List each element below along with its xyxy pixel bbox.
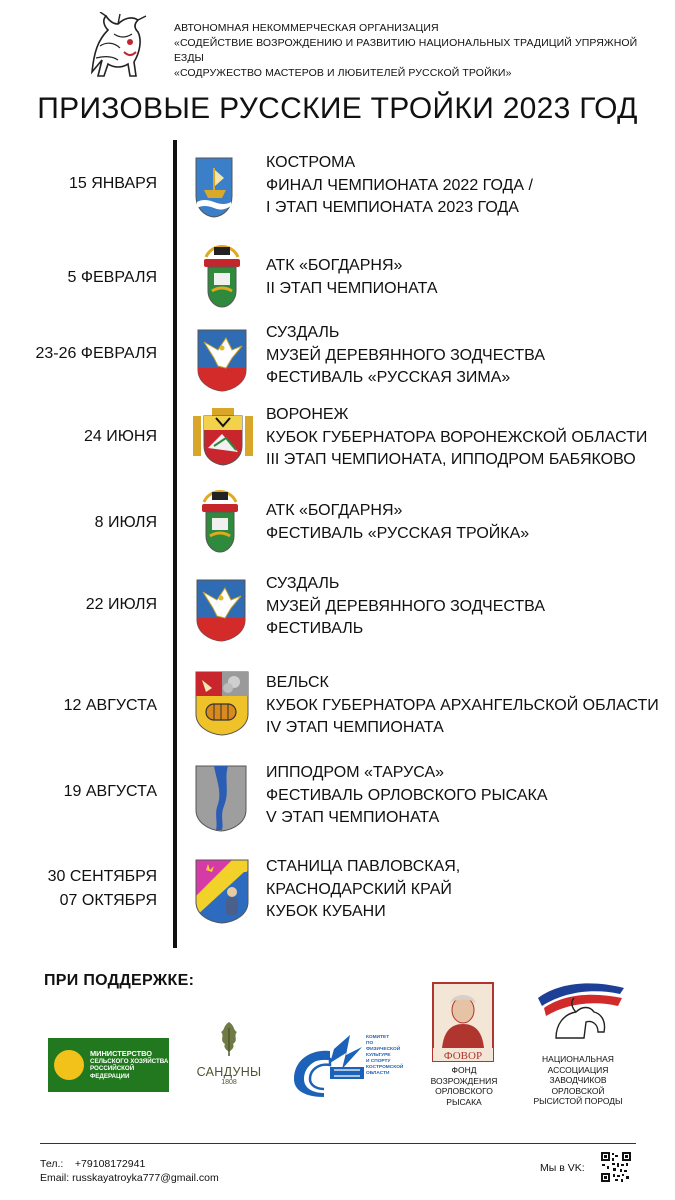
org-line: «СОДЕЙСТВИЕ ВОЗРОЖДЕНИЮ И РАЗВИТИЮ НАЦИОНАЛЬНЫХ ТРАДИЦИЙ УПРЯЖНОЙ ЕЗДЫ xyxy=(174,37,638,64)
event-description xyxy=(266,152,533,220)
event-line: ВОРОНЕЖ xyxy=(266,406,349,423)
logo-line: И СПОРТУ xyxy=(366,1059,391,1064)
event-line: КРАСНОДАРСКИЙ КРАЙ xyxy=(266,880,452,898)
event-description xyxy=(266,573,545,641)
sanduny-logo xyxy=(193,1020,265,1090)
event-line: I ЭТАП ЧЕМПИОНАТА 2023 ГОДА xyxy=(266,199,519,216)
event-line: АТК «БОГДАРНЯ» xyxy=(266,502,403,519)
event-line: МУЗЕЙ ДЕРЕВЯННОГО ЗОДЧЕСТВА xyxy=(266,597,545,615)
event-date-line: 8 ИЮЛЯ xyxy=(94,514,157,531)
event-line: IV ЭТАП ЧЕМПИОНАТА xyxy=(266,719,444,736)
event-line: ФЕСТИВАЛЬ «РУССКАЯ ТРОЙКА» xyxy=(266,524,530,542)
event-date-line: 23-26 ФЕВРАЛЯ xyxy=(35,345,157,362)
org-line: АВТОНОМНАЯ НЕКОММЕРЧЕСКАЯ ОРГАНИЗАЦИЯ xyxy=(174,22,439,34)
event-line: ФЕСТИВАЛЬ xyxy=(266,620,364,637)
email-label: Email: xyxy=(40,1172,70,1184)
event-line: II ЭТАП ЧЕМПИОНАТА xyxy=(266,279,438,297)
caption-line: ЗАВОДЧИКОВ xyxy=(549,1075,607,1085)
logo-line: СЕЛЬСКОГО ХОЗЯЙСТВА xyxy=(90,1057,169,1065)
fovor-caption xyxy=(418,1065,510,1107)
support-title: ПРИ ПОДДЕРЖКЕ: xyxy=(44,972,195,989)
logo-line: КУЛЬТУРЕ xyxy=(366,1053,391,1058)
footer-divider xyxy=(40,1143,636,1144)
event-line: КОСТРОМА xyxy=(266,154,356,171)
event-line: АТК «БОГДАРНЯ» xyxy=(266,257,403,274)
vk-qr-code-icon[interactable] xyxy=(600,1151,632,1183)
caption-line: ВОЗРОЖДЕНИЯ xyxy=(430,1075,498,1086)
logo-line: МИНИСТЕРСТВО xyxy=(90,1049,153,1058)
event-date-line: 30 СЕНТЯБРЯ xyxy=(47,868,157,885)
caption-line: ОРЛОВСКОЙ xyxy=(551,1085,605,1096)
event-date-line: 5 ФЕВРАЛЯ xyxy=(67,269,157,286)
event-date xyxy=(35,342,157,366)
event-date xyxy=(69,172,157,196)
fovor-portrait-logo xyxy=(432,982,494,1062)
vk-label: Мы в VK: xyxy=(540,1162,585,1174)
email-address[interactable]: russkayatroyka777@gmail.com xyxy=(72,1172,219,1184)
event-description xyxy=(266,500,529,545)
sport-committee-logo xyxy=(290,1035,402,1097)
event-line: СТАНИЦА ПАВЛОВСКАЯ, xyxy=(266,858,461,875)
event-date-line: 07 ОКТЯБРЯ xyxy=(59,892,157,909)
event-line: ФИНАЛ ЧЕМПИОНАТА 2022 ГОДА / xyxy=(266,176,533,194)
sanduny-year: 1808 xyxy=(221,1079,237,1086)
wheat-icon xyxy=(54,1050,84,1080)
event-line: III ЭТАП ЧЕМПИОНАТА, ИППОДРОМ БАБЯКОВО xyxy=(266,451,636,468)
minselkhoz-text xyxy=(90,1050,169,1080)
event-line: ФЕСТИВАЛЬ «РУССКАЯ ЗИМА» xyxy=(266,369,511,386)
tel-label: Тел.: xyxy=(40,1158,64,1170)
troika-logo xyxy=(84,12,150,82)
event-line: СУЗДАЛЬ xyxy=(266,324,340,341)
event-date xyxy=(64,694,157,718)
organization-name xyxy=(174,21,669,81)
suzdal-crest-icon xyxy=(196,328,248,392)
oak-leaf-icon xyxy=(215,1020,243,1056)
page-title: ПРИЗОВЫЕ РУССКИЕ ТРОЙКИ 2023 ГОД xyxy=(37,92,638,125)
association-horse-logo xyxy=(536,978,626,1043)
event-line: V ЭТАП ЧЕМПИОНАТА xyxy=(266,809,440,826)
event-line: КУБОК КУБАНИ xyxy=(266,903,386,920)
event-date-line: 12 АВГУСТА xyxy=(63,697,157,714)
bogdarnya-crest-icon xyxy=(202,243,242,309)
event-date-line: 24 ИЮНЯ xyxy=(83,428,157,445)
event-line: ВЕЛЬСК xyxy=(266,674,329,691)
event-date xyxy=(67,266,157,290)
contact-info xyxy=(40,1157,219,1185)
caption-line: АССОЦИАЦИЯ xyxy=(547,1064,609,1075)
sk-emblem-icon xyxy=(290,1035,366,1097)
event-description xyxy=(266,404,647,472)
logo-line: РОССИЙСКОЙ ФЕДЕРАЦИИ xyxy=(90,1065,135,1080)
org-line: «СОДРУЖЕСТВО МАСТЕРОВ И ЛЮБИТЕЛЕЙ РУССКОЙ ТРОЙКИ» xyxy=(174,67,512,79)
event-line: ФЕСТИВАЛЬ ОРЛОВСКОГО РЫСАКА xyxy=(266,786,548,804)
event-line: ИППОДРОМ «ТАРУСА» xyxy=(266,764,445,781)
sanduny-name: САНДУНЫ xyxy=(196,1065,262,1079)
velsk-crest-icon xyxy=(194,670,250,736)
logo-line: ОБЛАСТИ xyxy=(366,1071,390,1076)
event-date xyxy=(84,425,157,449)
event-line: КУБОК ГУБЕРНАТОРА ВОРОНЕЖСКОЙ ОБЛАСТИ xyxy=(266,428,648,446)
logo-line: ПО ФИЗИЧЕСКОЙ xyxy=(366,1041,401,1052)
event-date xyxy=(95,511,157,535)
association-caption xyxy=(528,1054,628,1107)
logo-line: КОСТРОМСКОЙ xyxy=(366,1065,404,1070)
event-description xyxy=(266,255,438,300)
caption-line: НАЦИОНАЛЬНАЯ xyxy=(542,1054,614,1064)
event-line: КУБОК ГУБЕРНАТОРА АРХАНГЕЛЬСКОЙ ОБЛАСТИ xyxy=(266,696,659,714)
bogdarnya-crest-icon xyxy=(200,488,240,554)
suzdal-crest-icon xyxy=(194,578,248,642)
caption-line: РЫСИСТОЙ ПОРОДЫ xyxy=(533,1096,623,1106)
tarusa-crest-icon xyxy=(194,764,248,832)
voronezh-crest-icon xyxy=(192,408,254,466)
sport-committee-text xyxy=(366,1035,403,1077)
caption-line: РЫСАКА xyxy=(446,1096,482,1107)
event-description xyxy=(266,322,545,390)
event-description xyxy=(266,856,460,924)
event-date-line: 15 ЯНВАРЯ xyxy=(68,175,157,192)
event-date-line: 19 АВГУСТА xyxy=(63,783,157,800)
kostroma-crest-icon xyxy=(194,156,234,218)
pavlovskaya-crest-icon xyxy=(194,858,250,924)
minselkhoz-logo xyxy=(48,1038,169,1092)
event-date xyxy=(48,865,157,913)
tel-number[interactable]: +79108172941 xyxy=(74,1158,146,1170)
event-description xyxy=(266,762,548,830)
timeline-line xyxy=(173,140,177,948)
event-date xyxy=(86,593,157,617)
logo-line: КОМИТЕТ xyxy=(366,1035,390,1040)
caption-line: ФОНД xyxy=(451,1065,477,1075)
event-line: МУЗЕЙ ДЕРЕВЯННОГО ЗОДЧЕСТВА xyxy=(266,346,545,364)
fovor-logo-text: ФОВОР xyxy=(443,1050,483,1062)
event-date-line: 22 ИЮЛЯ xyxy=(85,596,157,613)
event-description xyxy=(266,672,659,740)
event-date xyxy=(64,780,157,804)
caption-line: ОРЛОВСКОГО xyxy=(435,1086,493,1096)
event-line: СУЗДАЛЬ xyxy=(266,575,340,592)
